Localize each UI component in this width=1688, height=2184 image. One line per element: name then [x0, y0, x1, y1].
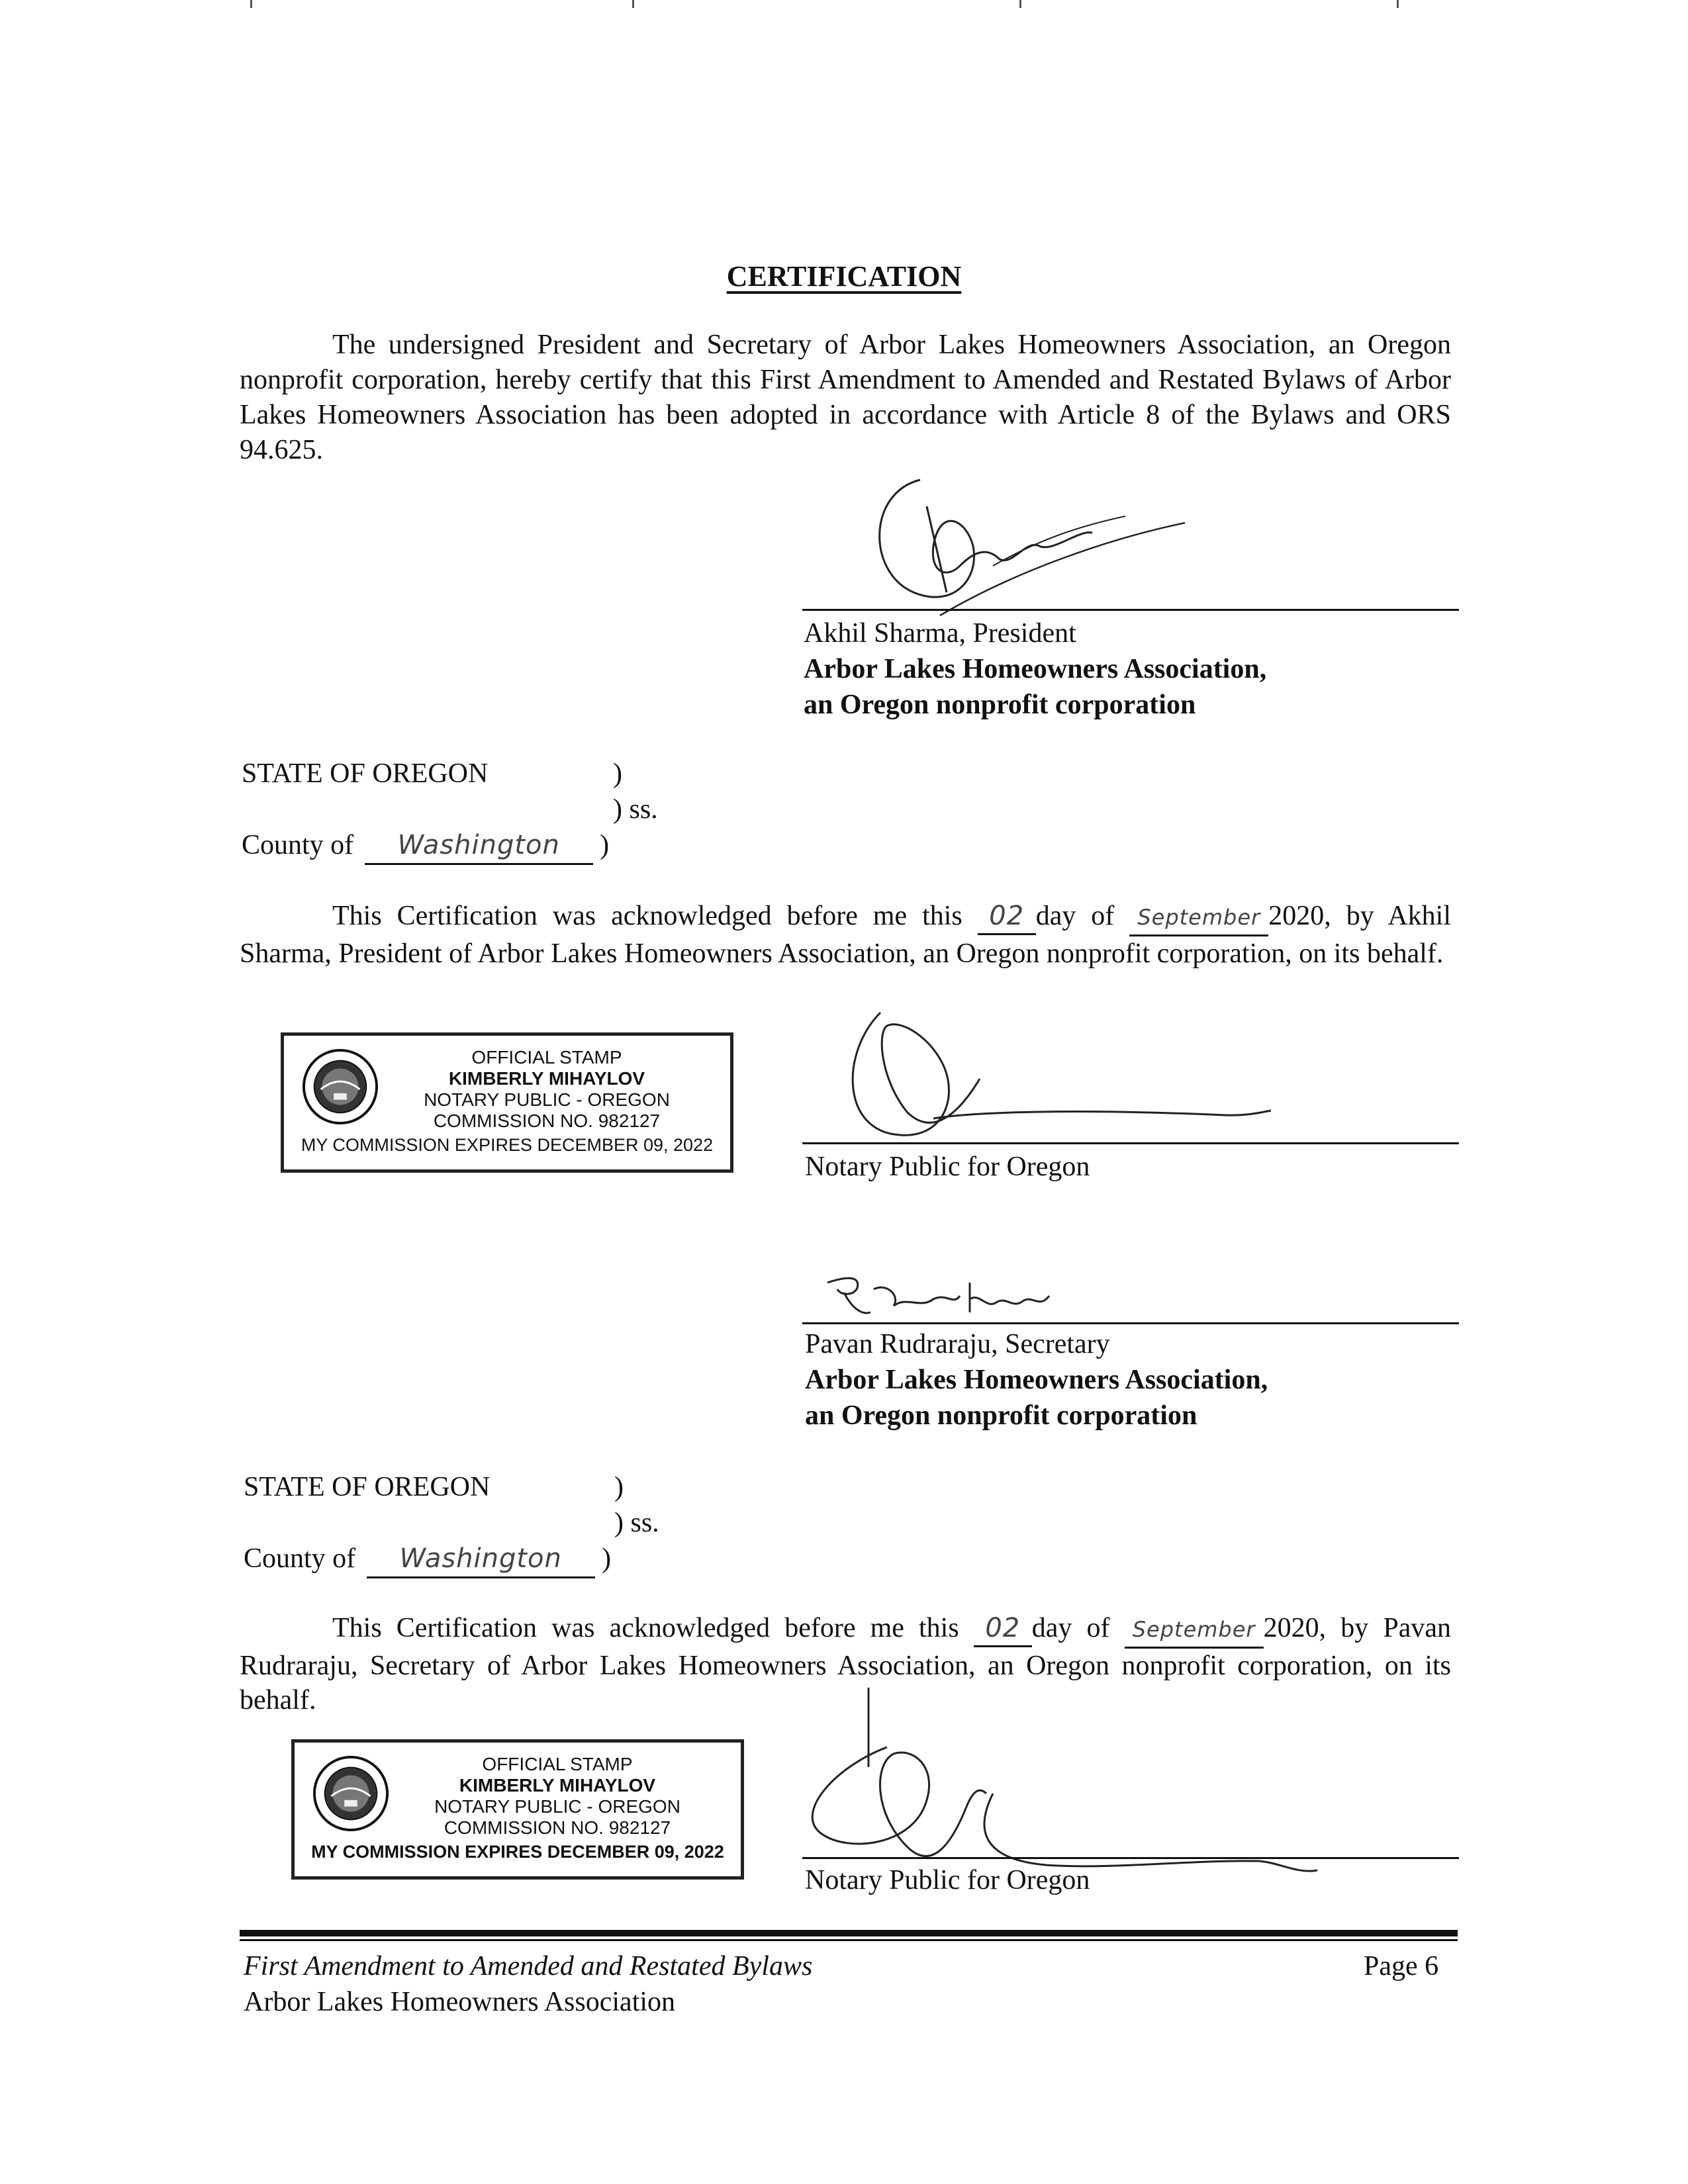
ack-1-month-field — [1129, 899, 1268, 936]
county-value-1: Washington — [397, 830, 560, 860]
venue-state-2: STATE OF OREGON — [244, 1472, 491, 1502]
president-org-line1: Arbor Lakes Homeowners Association, — [804, 654, 1267, 684]
scan-edge-mark — [250, 0, 252, 8]
ack-1-mid: day of — [1035, 901, 1115, 931]
venue-state-1: STATE OF OREGON — [242, 758, 489, 789]
notary-2-label: Notary Public for Oregon — [805, 1865, 1090, 1895]
ack-2-before: This Certification was acknowledged before me this — [332, 1613, 959, 1643]
notary-2-signature-line — [802, 1857, 1459, 1859]
ack-1-day-field — [978, 899, 1036, 935]
county-field-2 — [367, 1541, 595, 1578]
secretary-name-title: Pavan Rudraraju, Secretary — [805, 1329, 1110, 1359]
stamp-1-line1: OFFICIAL STAMP — [471, 1047, 622, 1068]
page-title: CERTIFICATION — [726, 260, 962, 293]
venue-paren-2a: ) — [614, 1472, 624, 1502]
ack-2-day: 02 — [985, 1613, 1021, 1643]
stamp-2-line1: OFFICIAL STAMP — [482, 1754, 633, 1774]
notary-signature-1 — [827, 999, 1291, 1152]
county-label-2: County of — [244, 1543, 356, 1574]
ack-1-day: 02 — [989, 901, 1025, 931]
notary-stamp-1 — [281, 1032, 733, 1173]
secretary-org-line2: an Oregon nonprofit corporation — [805, 1400, 1197, 1431]
ack-2-month-field — [1125, 1611, 1264, 1649]
venue-ss-1: ) ss. — [613, 794, 658, 825]
acknowledgment-1 — [240, 899, 1451, 971]
intro-paragraph: The undersigned President and Secretary of Arbor Lakes Homeowners Association, an Oregon nonprofit corporation, hereby certify that this First Amendment to Amended and Restated Bylaws of Arbor Lakes Homeowners Association has been adopted in accordance with Article 8 of the Bylaws and ORS 94.625. — [240, 330, 1451, 465]
ack-2-mid: day of — [1031, 1613, 1110, 1643]
president-signature-line — [802, 609, 1459, 611]
stamp-1-line4: COMMISSION NO. 982127 — [433, 1111, 661, 1131]
secretary-org-line1: Arbor Lakes Homeowners Association, — [805, 1365, 1268, 1395]
scan-edge-mark — [1019, 0, 1021, 8]
notary-stamp-2 — [291, 1739, 744, 1880]
president-name-title: Akhil Sharma, President — [804, 618, 1076, 649]
president-block — [804, 615, 1266, 723]
president-org-line2: an Oregon nonprofit corporation — [804, 690, 1196, 720]
stamp-1-line3: NOTARY PUBLIC - OREGON — [424, 1089, 670, 1110]
ack-1-before: This Certification was acknowledged before me this — [332, 901, 962, 931]
ack-2-month: September — [1132, 1617, 1256, 1642]
ack-2-after: 2020, by Pavan Rudraraju, Secretary of Arbor Lakes Homeowners Association, an Oregon nonprofit corporation, on its behalf. — [240, 1613, 1451, 1715]
secretary-signature-line — [802, 1322, 1459, 1324]
notary-signature-2 — [794, 1681, 1337, 1886]
ack-2-day-field — [974, 1611, 1032, 1647]
notary-1-signature-line — [802, 1142, 1459, 1144]
notary-1-label: Notary Public for Oregon — [805, 1152, 1090, 1182]
stamp-1-line5: MY COMMISSION EXPIRES DECEMBER 09, 2022 — [301, 1135, 714, 1155]
scan-edge-mark — [1397, 0, 1399, 8]
stamp-2-line5: MY COMMISSION EXPIRES DECEMBER 09, 2022 — [311, 1842, 724, 1862]
stamp-2-line2: KIMBERLY MIHAYLOV — [459, 1775, 656, 1796]
president-signature — [841, 467, 1198, 625]
county-label-1: County of — [242, 830, 354, 860]
secretary-block — [805, 1326, 1268, 1433]
ack-1-after: 2020, by Akhil Sharma, President of Arbor Lakes Homeowners Association, an Oregon nonprofit corporation, on its behalf. — [240, 901, 1451, 969]
county-value-2: Washington — [399, 1543, 562, 1574]
stamp-1-line2: KIMBERLY MIHAYLOV — [448, 1068, 645, 1089]
venue-paren-1a: ) — [613, 758, 622, 789]
county-field-1 — [365, 827, 593, 865]
stamp-2-line4: COMMISSION NO. 982127 — [444, 1817, 671, 1838]
footer-doc-title: First Amendment to Amended and Restated Bylaws — [244, 1951, 813, 1981]
footer-org: Arbor Lakes Homeowners Association — [244, 1987, 676, 2017]
scan-edge-mark — [632, 0, 634, 8]
footer-left — [244, 1948, 812, 2020]
county-paren-2: ) — [602, 1543, 612, 1574]
county-paren-1: ) — [600, 830, 610, 860]
ack-1-month: September — [1137, 905, 1261, 930]
venue-county-1 — [242, 827, 609, 865]
venue-ss-2: ) ss. — [614, 1508, 659, 1538]
stamp-2-line3: NOTARY PUBLIC - OREGON — [434, 1796, 680, 1817]
secretary-signature — [821, 1269, 1059, 1322]
venue-county-2 — [244, 1541, 611, 1578]
footer-rule-thin — [240, 1939, 1458, 1941]
footer-rule-thick — [240, 1930, 1458, 1936]
page-number: Page 6 — [1364, 1951, 1439, 1981]
